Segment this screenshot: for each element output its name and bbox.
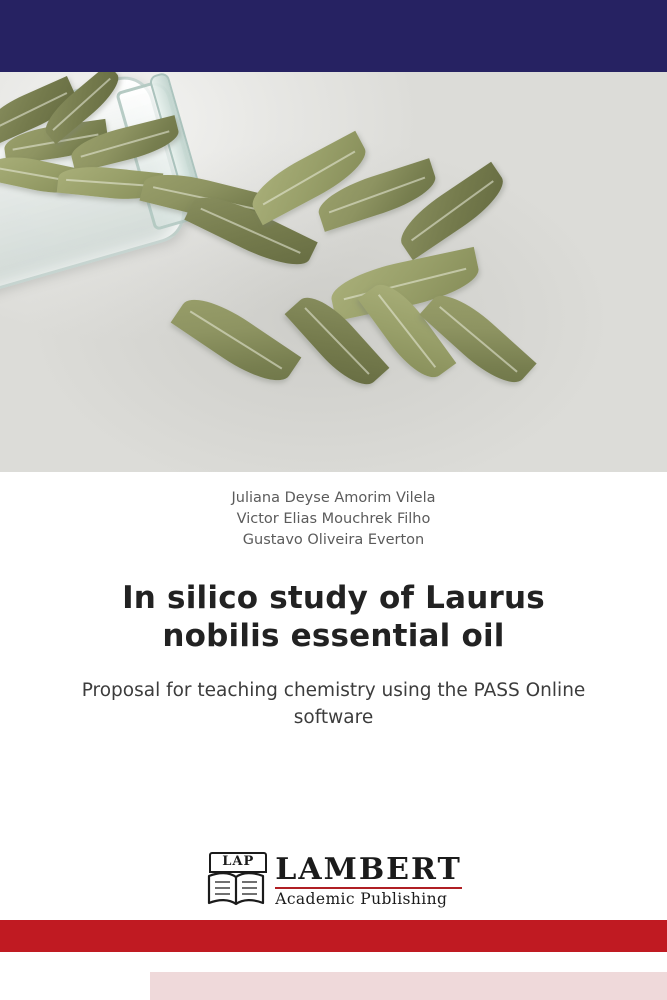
book-title: In silico study of Laurus nobilis essential oil [122, 580, 545, 654]
bottom-tint-band [150, 972, 667, 1000]
cover-photo [0, 72, 667, 472]
bottom-white-gap [0, 952, 667, 972]
open-book-icon [207, 870, 265, 908]
lap-badge [205, 852, 267, 910]
author-name: Juliana Deyse Amorim Vilela [231, 490, 436, 506]
lap-badge-text: LAP [209, 852, 267, 873]
cover-text-block [0, 472, 667, 731]
publisher-tagline: Academic Publishing [275, 887, 462, 908]
book-subtitle: Proposal for teaching chemistry using the PASS Online software [81, 680, 586, 728]
top-color-band [0, 0, 667, 72]
author-list [0, 488, 667, 551]
publisher-name: LAMBERT [275, 852, 462, 887]
bottom-left-white-block [0, 972, 150, 1000]
publisher-logo [0, 852, 667, 910]
author-name: Gustavo Oliveira Everton [242, 532, 425, 548]
author-name: Victor Elias Mouchrek Filho [236, 511, 431, 527]
bottom-color-band [0, 920, 667, 952]
